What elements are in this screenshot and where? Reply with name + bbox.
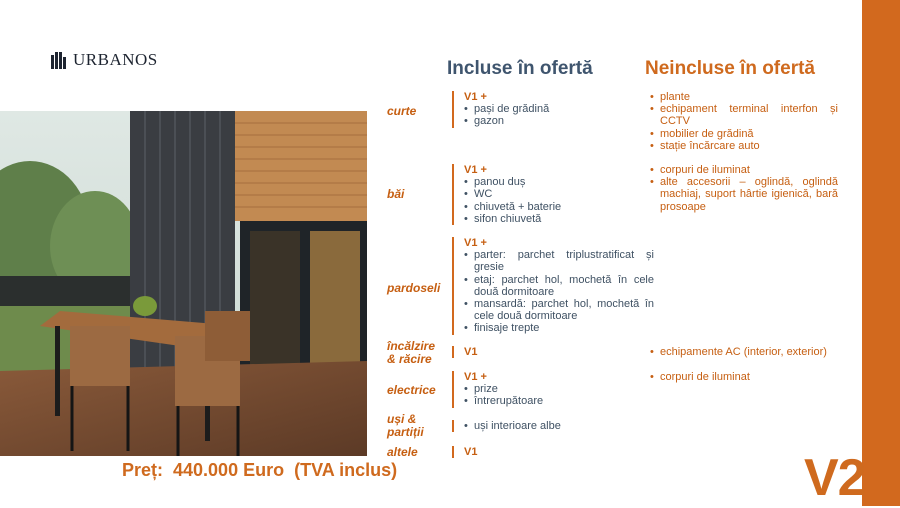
accent-side-bar [862,0,900,506]
terrace-photo [0,111,367,456]
list-item: • finisaje trepte [464,322,654,334]
included-list [452,446,654,458]
list-item: • alte accesorii – oglindă, oglindă machiaj, suport hârtie igienică, bară prosoape [650,176,838,213]
included-list [452,164,654,225]
base-version: V1 [464,346,478,358]
base-version: V1 + [464,237,487,249]
list-item: • gazon [464,115,654,127]
included-list [452,371,654,408]
list-item: • plante [650,91,838,103]
included-list [452,346,654,358]
base-version: V1 + [464,164,487,176]
price-label: Preț: 440.000 Euro (TVA inclus) [122,460,398,480]
base-version: V1 + [464,371,487,383]
excluded-list [650,371,838,383]
included-header: Incluse în ofertă [447,58,593,79]
list-item: • echipament terminal interfon și CCTV [650,103,838,127]
brand-logo [50,50,158,70]
version-label: V2 [804,449,866,507]
list-item: • chiuvetă + baterie [464,201,654,213]
list-item: • etaj: parchet hol, mochetă în cele două dormitoare [464,274,654,298]
category-label: pardoseli [387,281,441,295]
category-label: încălzire & răcire [387,339,436,366]
base-version: V1 [464,446,478,458]
list-item: • panou duș [464,176,654,188]
list-item: • pași de grădină [464,103,654,115]
list-item: • echipamente AC (interior, exterior) [650,346,838,358]
list-item: • stație încărcare auto [650,140,838,152]
brand-name: URBANOS [73,50,158,69]
list-item: • sifon chiuvetă [464,213,654,225]
list-item: • WC [464,188,654,200]
excluded-list [650,346,838,358]
list-item: • întrerupătoare [464,395,654,407]
category-label: altele [387,445,418,459]
list-item: • uși interioare albe [464,420,654,432]
list-item: • mansardă: parchet hol, mochetă în cele două dormitoare [464,298,654,322]
category-label: uși & partiții [387,412,424,439]
included-list [452,420,654,432]
category-label: curte [387,104,417,118]
list-item: • corpuri de iluminat [650,371,838,383]
list-item: • corpuri de iluminat [650,164,838,176]
building-logo-icon [50,51,67,69]
included-list [452,91,654,128]
excluded-list [650,91,838,152]
category-label: băi [387,187,405,201]
excluded-list [650,164,838,213]
base-version: V1 + [464,91,487,103]
included-list [452,237,654,335]
excluded-header: Neincluse în ofertă [645,58,815,79]
list-item: • parter: parchet triplustratificat și gresie [464,249,654,273]
list-item: • prize [464,383,654,395]
category-label: electrice [387,383,436,397]
list-item: • mobilier de grădină [650,128,838,140]
